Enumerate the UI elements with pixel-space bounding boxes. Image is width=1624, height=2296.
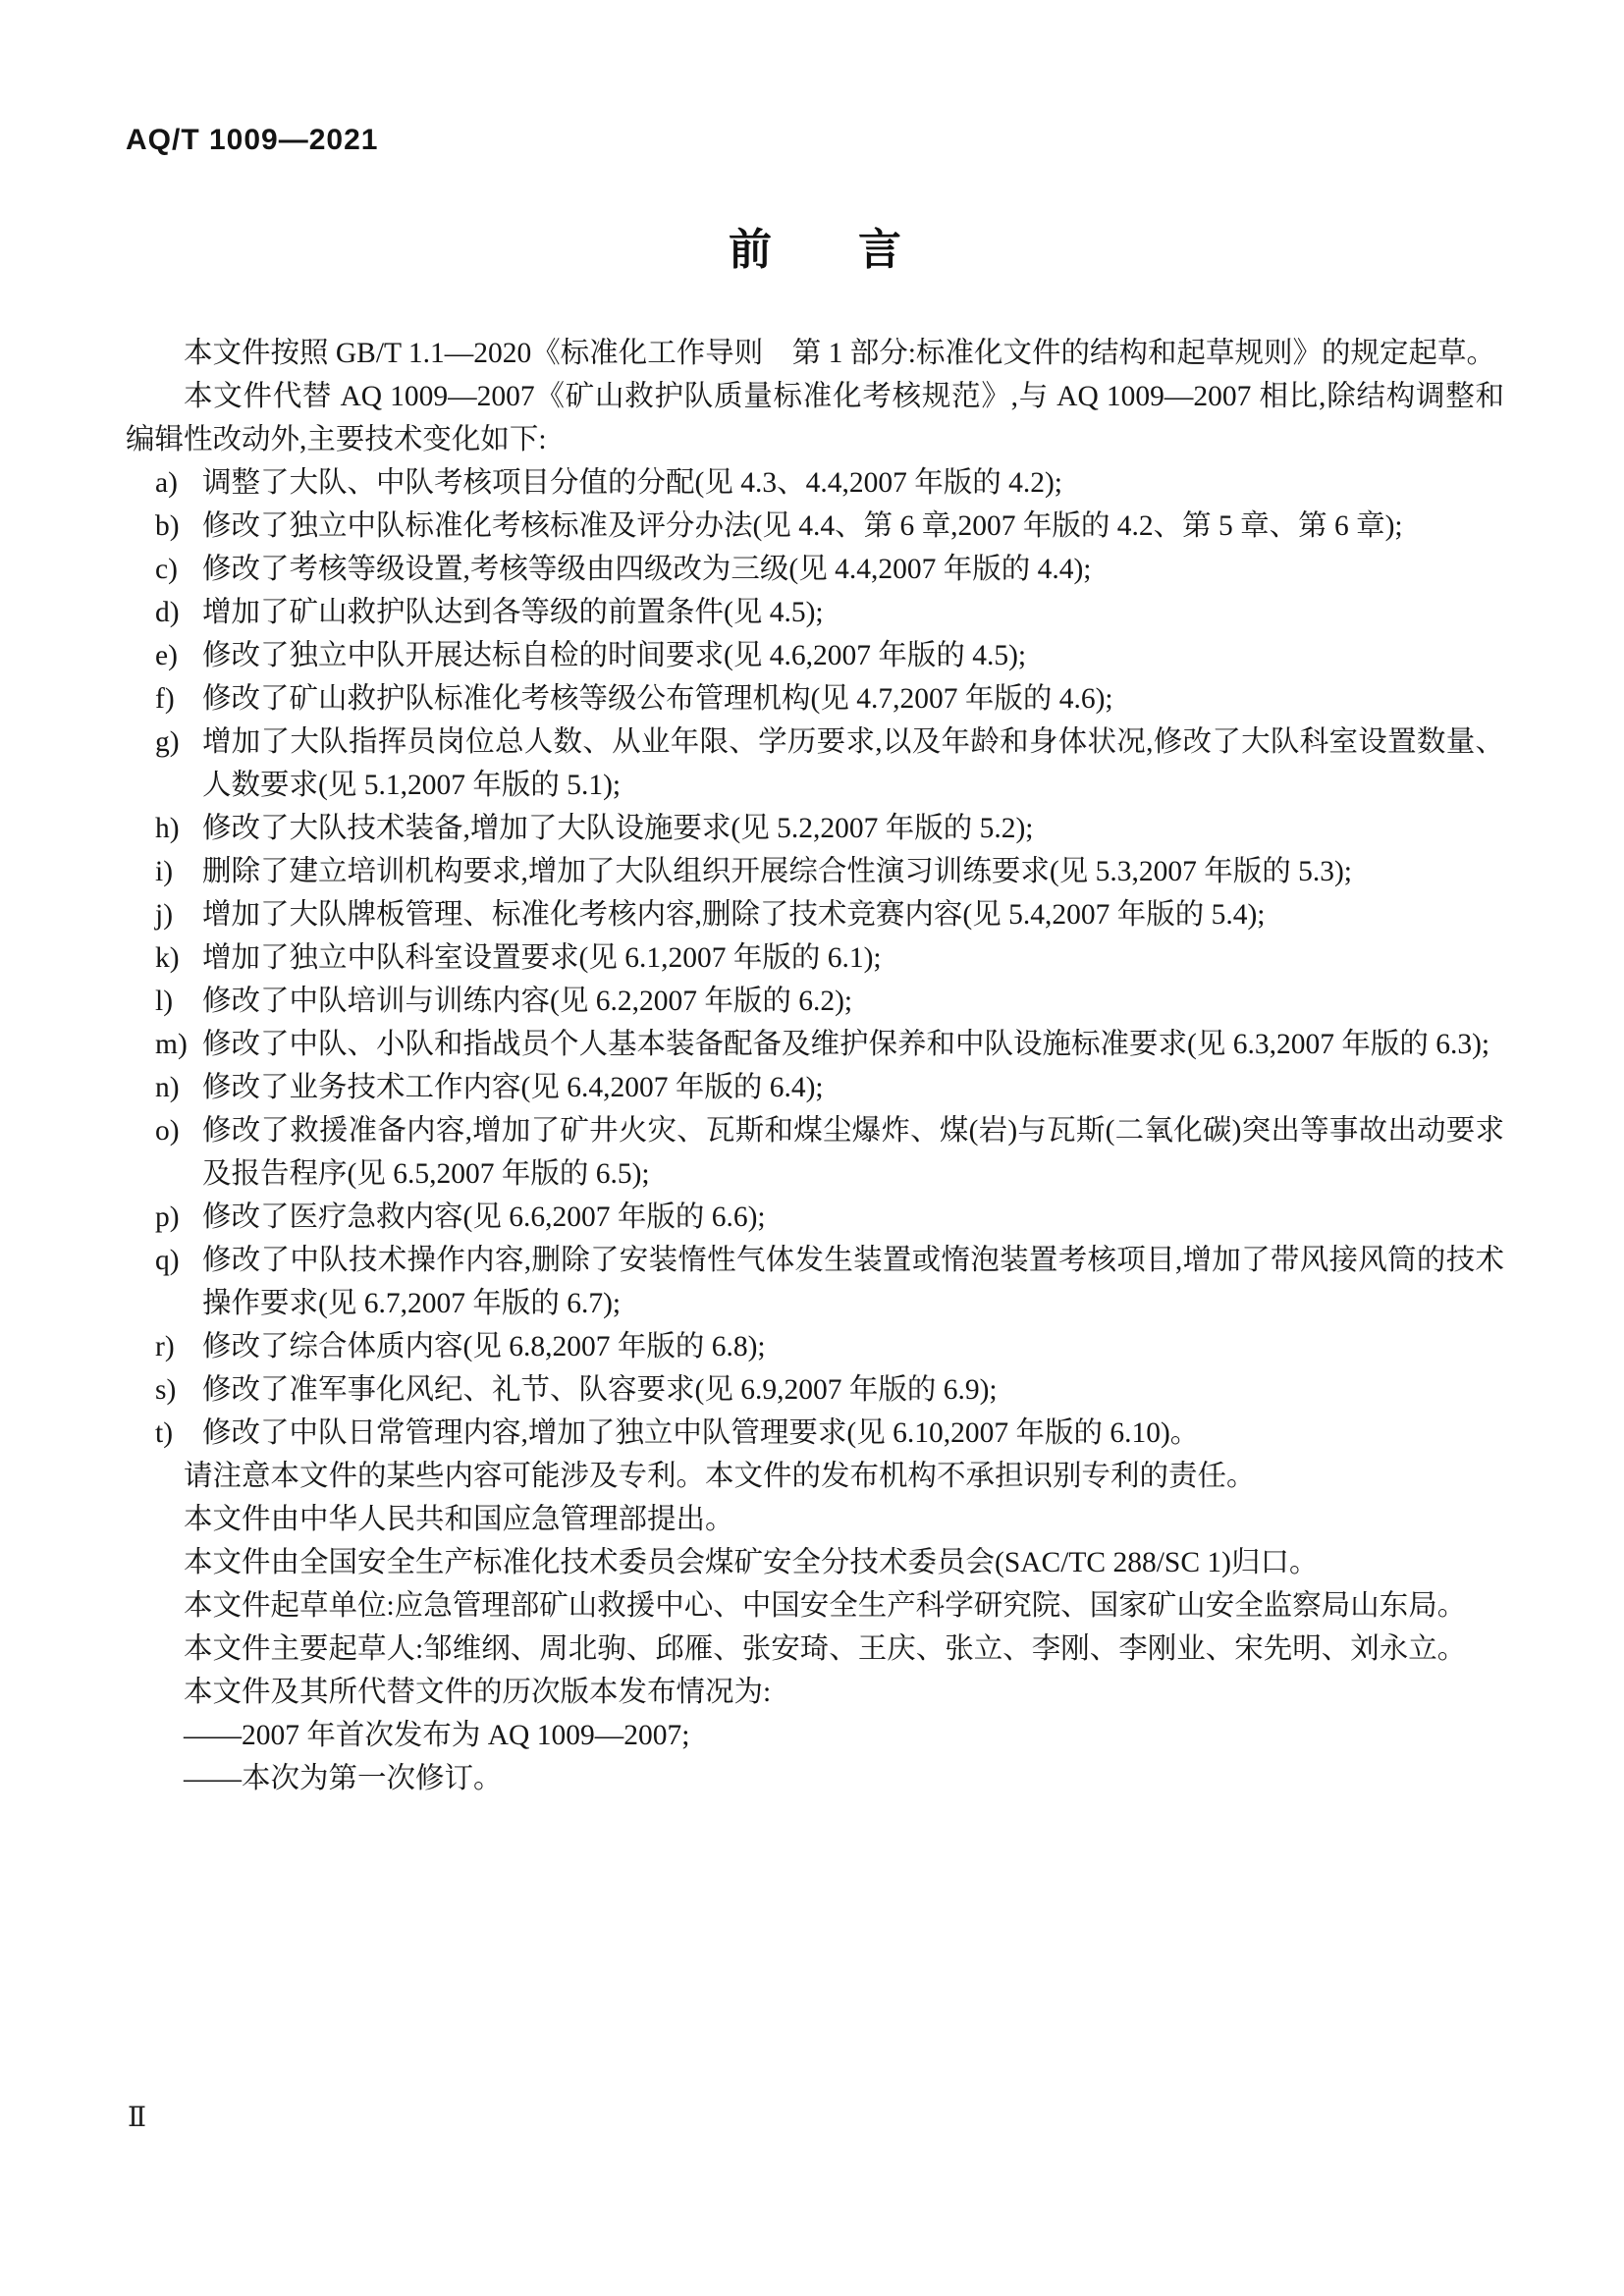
change-item-label: t) [155,1417,174,1449]
change-item [126,721,1504,807]
change-item-text: 修改了中队、小队和指战员个人基本装备配备及维护保养和中队设施标准要求(见 6.3,2007 年版的 6.3); [202,1029,1490,1060]
change-item-label: m) [155,1029,188,1060]
change-item-label: c) [155,554,178,585]
change-item [126,1368,1504,1412]
change-item [126,461,1504,505]
change-item-text: 增加了独立中队科室设置要求(见 6.1,2007 年版的 6.1); [202,942,882,974]
closing-paragraph: 本文件起草单位:应急管理部矿山救援中心、中国安全生产科学研究院、国家矿山安全监察局山东局。 [184,1590,1467,1622]
change-item-text: 修改了中队日常管理内容,增加了独立中队管理要求(见 6.10,2007 年版的 6.10)。 [202,1417,1200,1449]
intro-section [126,332,1504,461]
foreword-content [126,332,1504,1800]
intro-paragraph: 本文件按照 GB/T 1.1—2020《标准化工作导则 第 1 部分:标准化文件的结构和起草规则》的规定起草。 [184,338,1495,369]
change-item-text: 修改了独立中队开展达标自检的时间要求(见 4.6,2007 年版的 4.5); [202,640,1027,671]
page-title: 前 言 [729,226,901,274]
change-item-text: 修改了准军事化风纪、礼节、队容要求(见 6.9,2007 年版的 6.9); [202,1374,998,1406]
change-item-label: r) [155,1331,175,1362]
doc-header [126,124,1504,157]
closing-section [126,1455,1504,1800]
change-item-text: 修改了综合体质内容(见 6.8,2007 年版的 6.8); [202,1331,766,1362]
change-item [126,634,1504,677]
change-item-label: j) [155,899,174,931]
intro-paragraph: 本文件代替 AQ 1009—2007《矿山救护队质量标准化考核规范》,与 AQ 1009—2007 相比,除结构调整和编辑性改动外,主要技术变化如下: [126,381,1504,455]
page-number: Ⅱ [128,2103,147,2133]
change-item [126,677,1504,721]
change-item-label: p) [155,1201,180,1233]
closing-paragraph: 本文件及其所代替文件的历次版本发布情况为: [184,1677,772,1708]
change-item-label: i) [155,856,174,887]
change-item-text: 修改了矿山救护队标准化考核等级公布管理机构(见 4.7,2007 年版的 4.6); [202,683,1113,715]
change-item-text: 修改了独立中队标准化考核标准及评分办法(见 4.4、第 6 章,2007 年版的 4.2、第 5 章、第 6 章); [202,510,1403,542]
change-item-text: 修改了救援准备内容,增加了矿井火灾、瓦斯和煤尘爆炸、煤(岩)与瓦斯(二氧化碳)突出等事故出动要求及报告程序(见 6.5,2007 年版的 6.5); [202,1115,1504,1190]
change-item-label: s) [155,1374,177,1406]
change-item [126,893,1504,936]
doc-code: AQ/T 1009—2021 [126,124,379,156]
change-item-text: 修改了医疗急救内容(见 6.6,2007 年版的 6.6); [202,1201,766,1233]
change-item [126,1196,1504,1239]
changes-list [126,461,1504,1455]
change-item-text: 修改了业务技术工作内容(见 6.4,2007 年版的 6.4); [202,1072,824,1103]
change-item [126,807,1504,850]
change-item-text: 修改了中队培训与训练内容(见 6.2,2007 年版的 6.2); [202,986,853,1017]
change-item [126,1239,1504,1325]
change-item [126,1023,1504,1066]
change-item [126,548,1504,591]
change-item-text: 增加了大队指挥员岗位总人数、从业年限、学历要求,以及年龄和身体状况,修改了大队科室设置数量、人数要求(见 5.1,2007 年版的 5.1); [202,726,1504,801]
change-item-label: e) [155,640,178,671]
closing-paragraph: 本文件主要起草人:邹维纲、周北驹、邱雁、张安琦、王庆、张立、李刚、李刚业、宋先明、刘永立。 [184,1633,1467,1665]
closing-paragraph: 请注意本文件的某些内容可能涉及专利。本文件的发布机构不承担识别专利的责任。 [184,1461,1256,1492]
closing-paragraph: 本文件由中华人民共和国应急管理部提出。 [184,1504,734,1535]
change-item-label: n) [155,1072,180,1103]
change-item-label: k) [155,942,180,974]
change-item [126,936,1504,980]
change-item-label: h) [155,813,180,844]
change-item-text: 修改了中队技术操作内容,删除了安装惰性气体发生装置或惰泡装置考核项目,增加了带风接风筒的技术操作要求(见 6.7,2007 年版的 6.7); [202,1245,1504,1319]
change-item-label: g) [155,726,180,758]
change-item-text: 修改了考核等级设置,考核等级由四级改为三级(见 4.4,2007 年版的 4.4); [202,554,1092,585]
change-item-label: a) [155,467,178,499]
change-item-label: l) [155,986,174,1017]
change-item [126,1325,1504,1368]
closing-paragraph: 本文件由全国安全生产标准化技术委员会煤矿安全分技术委员会(SAC/TC 288/SC 1)归口。 [184,1547,1319,1578]
change-item-label: f) [155,683,175,715]
change-item-label: o) [155,1115,180,1147]
change-item-text: 增加了矿山救护队达到各等级的前置条件(见 4.5); [202,597,824,628]
change-item [126,980,1504,1023]
change-item-text: 删除了建立培训机构要求,增加了大队组织开展综合性演习训练要求(见 5.3,2007 年版的 5.3); [202,856,1352,887]
change-item-label: b) [155,510,180,542]
closing-paragraph: ——2007 年首次发布为 AQ 1009—2007; [184,1720,690,1751]
closing-paragraph: ——本次为第一次修订。 [184,1763,503,1794]
change-item-label: q) [155,1245,180,1276]
change-item [126,1109,1504,1196]
change-item [126,591,1504,634]
change-item [126,1066,1504,1109]
change-item-label: d) [155,597,180,628]
change-item-text: 修改了大队技术装备,增加了大队设施要求(见 5.2,2007 年版的 5.2); [202,813,1034,844]
change-item [126,850,1504,893]
change-item [126,1412,1504,1455]
change-item [126,505,1504,548]
change-item-text: 调整了大队、中队考核项目分值的分配(见 4.3、4.4,2007 年版的 4.2); [202,467,1062,499]
change-item-text: 增加了大队牌板管理、标准化考核内容,删除了技术竞赛内容(见 5.4,2007 年版的 5.4); [202,899,1266,931]
